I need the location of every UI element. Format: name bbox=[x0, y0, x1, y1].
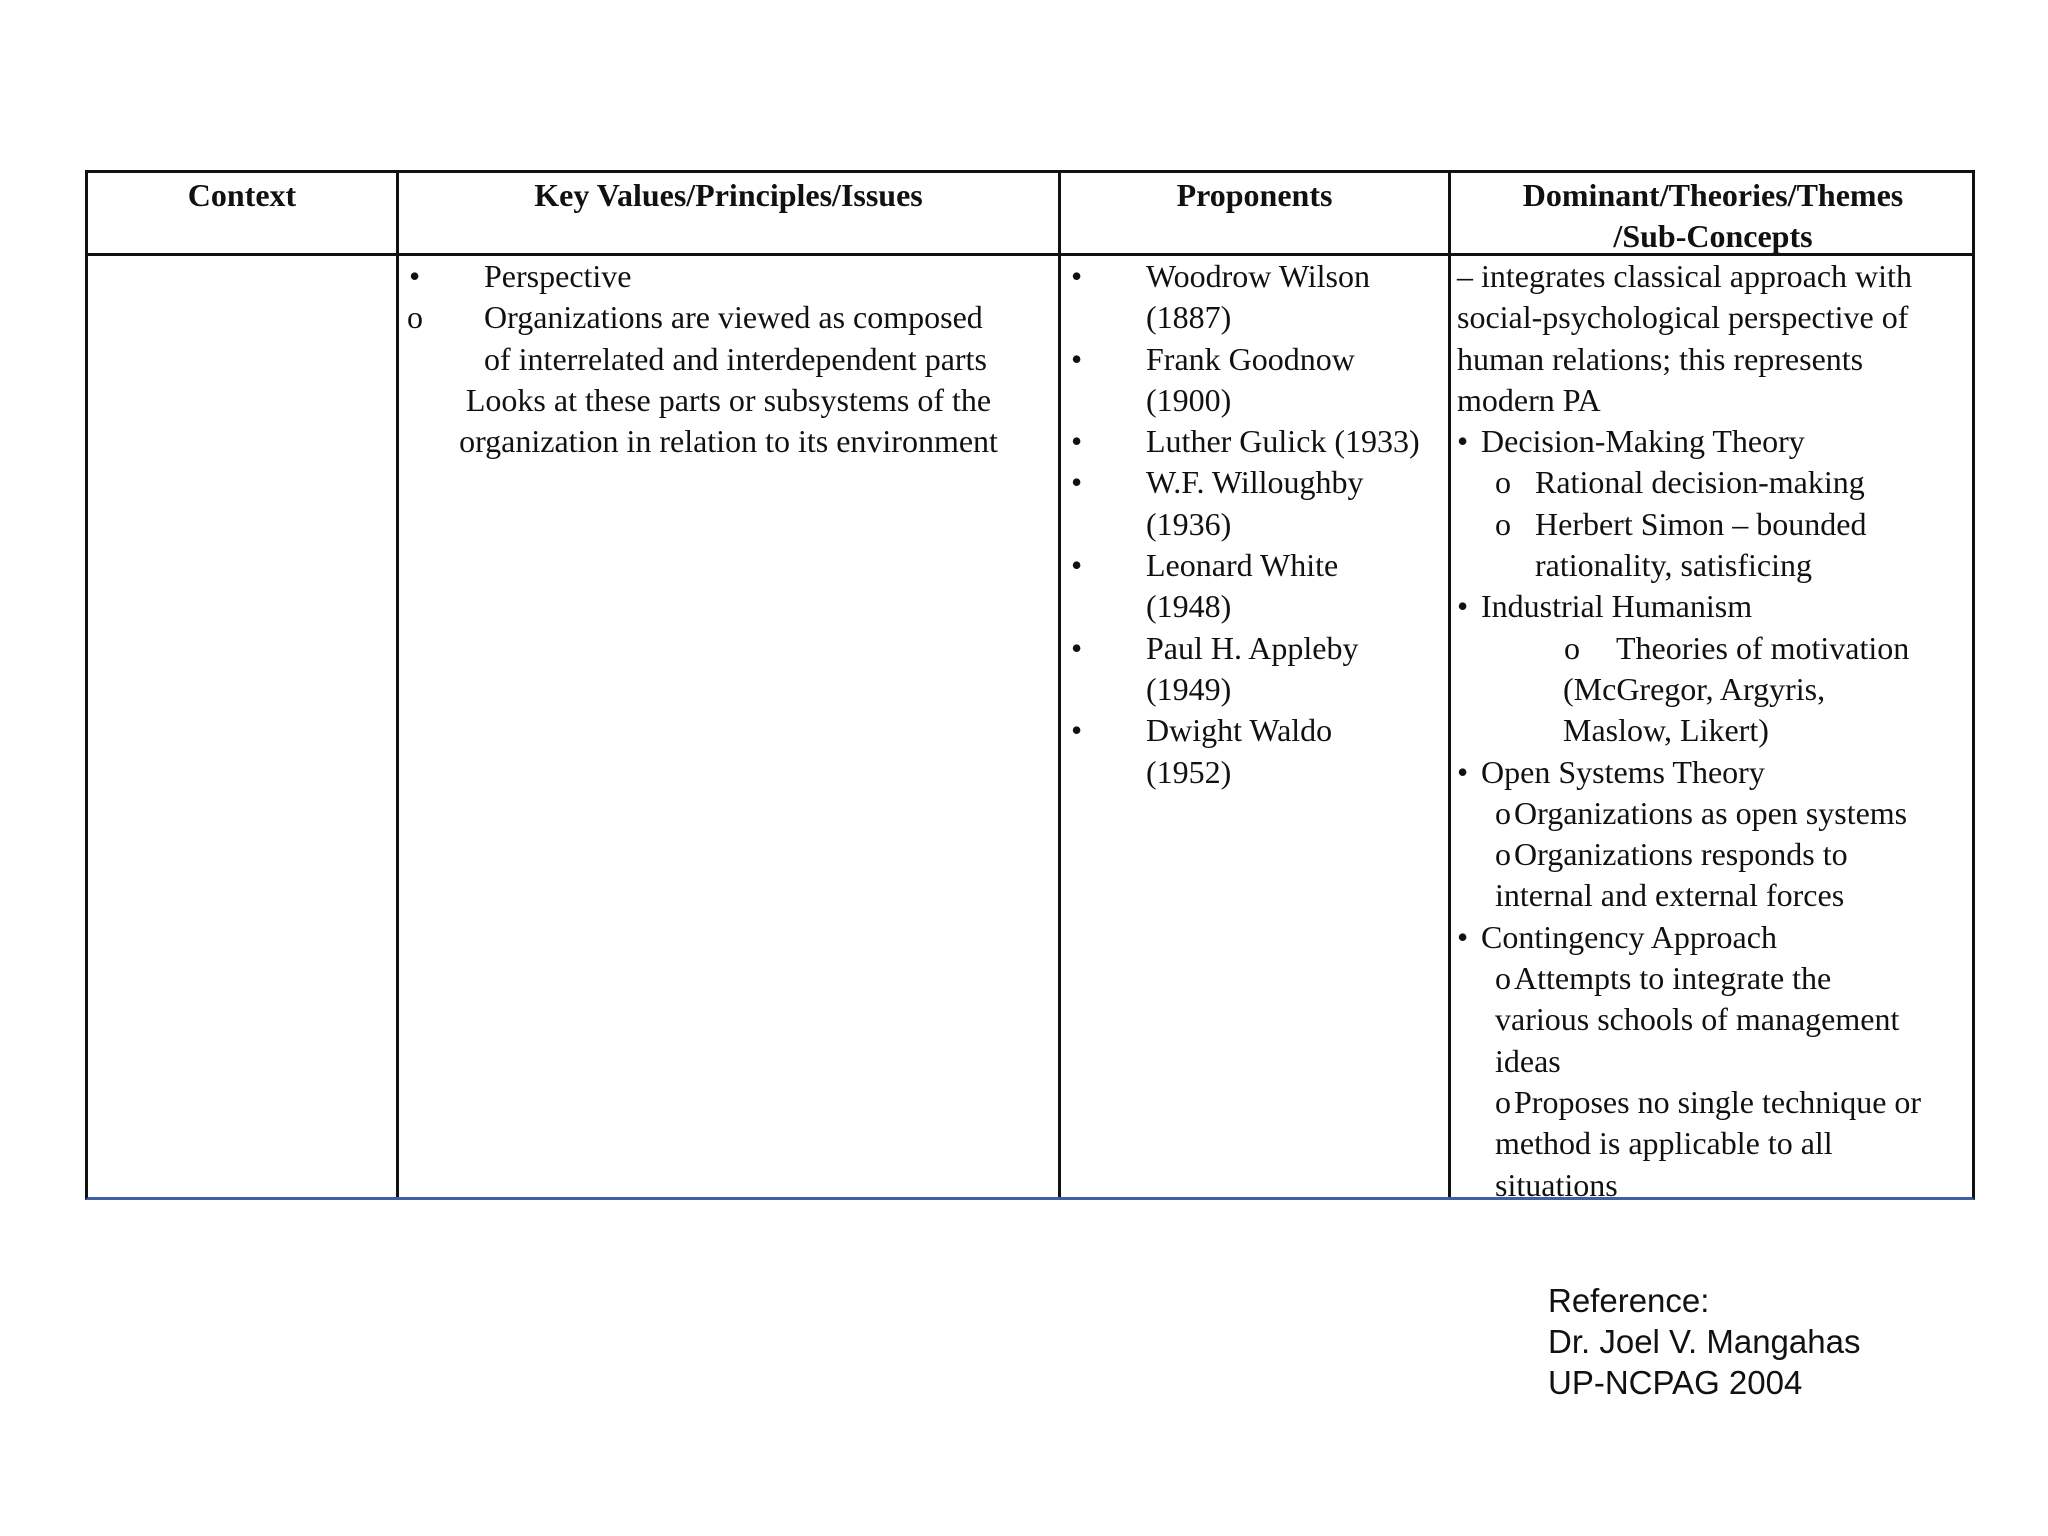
bullet-icon: • bbox=[1071, 340, 1083, 377]
sub-concept: Proposes no single technique or bbox=[1514, 1083, 1922, 1120]
proponent-item bbox=[1061, 710, 1448, 751]
sub-concept: Theories of motivation bbox=[1616, 629, 1910, 666]
theory-decision-making: Decision-Making Theory bbox=[1481, 423, 1805, 460]
proponent-year: (1887) bbox=[1146, 299, 1232, 336]
circle-bullet-icon: o bbox=[407, 299, 423, 336]
dominant-intro-line: modern PA bbox=[1457, 381, 1601, 418]
sub-concept: (McGregor, Argyris, bbox=[1563, 670, 1826, 707]
reference-author: Dr. Joel V. Mangahas bbox=[1548, 1323, 1861, 1360]
proponent-year: (1952) bbox=[1146, 753, 1232, 790]
bullet-icon: • bbox=[1071, 423, 1083, 460]
sub-concept: ideas bbox=[1495, 1042, 1561, 1079]
header-proponents bbox=[1061, 173, 1448, 255]
circle-bullet-icon: o bbox=[1495, 1083, 1511, 1120]
header-dominant-line1: Dominant/Theories/Themes bbox=[1522, 177, 1904, 213]
bullet-icon: • bbox=[1071, 258, 1083, 294]
theories-table bbox=[85, 170, 1975, 1203]
proponent-item bbox=[1061, 462, 1448, 503]
bullet-icon: • bbox=[1457, 423, 1469, 460]
theory-open-systems: Open Systems Theory bbox=[1481, 753, 1765, 790]
sub-concept: method is applicable to all bbox=[1495, 1125, 1833, 1162]
circle-bullet-icon: o bbox=[1495, 836, 1511, 873]
proponent-name: Dwight Waldo bbox=[1146, 712, 1333, 749]
bullet-icon: • bbox=[409, 258, 421, 294]
context-cell bbox=[88, 256, 396, 1197]
header-dominant bbox=[1451, 173, 1975, 255]
key-values-cell bbox=[399, 256, 1058, 1197]
header-context-label: Context bbox=[187, 177, 297, 213]
proponent-year: (1900) bbox=[1146, 381, 1232, 418]
circle-bullet-icon: o bbox=[1495, 794, 1511, 831]
proponent-year: (1949) bbox=[1146, 670, 1232, 707]
reference-block bbox=[1548, 1280, 1860, 1403]
proponent-item bbox=[1061, 628, 1448, 669]
proponent-name: Woodrow Wilson bbox=[1146, 258, 1370, 294]
key-value-line: of interrelated and interdependent parts bbox=[484, 340, 987, 377]
reference-source: UP-NCPAG 2004 bbox=[1548, 1364, 1803, 1401]
sub-concept: situations bbox=[1495, 1166, 1618, 1203]
header-key-values-label: Key Values/Principles/Issues bbox=[534, 177, 923, 213]
bullet-icon: • bbox=[1071, 629, 1083, 666]
dominant-intro-line: human relations; this represents bbox=[1457, 340, 1864, 377]
key-value-line: Looks at these parts or subsystems of the bbox=[465, 381, 992, 418]
proponent-item bbox=[1061, 339, 1448, 380]
key-value-perspective: Perspective bbox=[484, 258, 632, 294]
reference-label: Reference: bbox=[1548, 1282, 1710, 1319]
dominant-intro-line: social-psychological perspective of bbox=[1457, 299, 1909, 336]
circle-bullet-icon: o bbox=[1495, 464, 1511, 501]
bullet-icon: • bbox=[1071, 712, 1083, 749]
bullet-icon: • bbox=[1071, 547, 1083, 584]
proponent-name: Frank Goodnow bbox=[1146, 340, 1355, 377]
circle-bullet-icon: o bbox=[1495, 960, 1511, 997]
proponent-name: W.F. Willoughby bbox=[1146, 464, 1364, 501]
header-context bbox=[88, 173, 396, 255]
key-value-line: organization in relation to its environment bbox=[459, 423, 998, 460]
circle-bullet-icon: o bbox=[1564, 629, 1580, 666]
sub-concept: Herbert Simon – bounded bbox=[1535, 505, 1867, 542]
dominant-intro-line: – integrates classical approach with bbox=[1457, 258, 1912, 294]
header-key-values bbox=[399, 173, 1058, 255]
theory-contingency: Contingency Approach bbox=[1481, 918, 1777, 955]
proponent-year: (1948) bbox=[1146, 588, 1232, 625]
bullet-icon: • bbox=[1071, 464, 1083, 501]
proponent-name: Leonard White bbox=[1146, 547, 1339, 584]
dominant-cell bbox=[1451, 256, 1975, 1203]
theory-industrial-humanism: Industrial Humanism bbox=[1481, 588, 1753, 625]
proponent-item bbox=[1061, 545, 1448, 586]
header-proponents-label: Proponents bbox=[1176, 177, 1333, 213]
sub-concept: Maslow, Likert) bbox=[1563, 712, 1769, 749]
bullet-icon: • bbox=[1457, 918, 1469, 955]
key-value-line: Organizations are viewed as composed bbox=[484, 299, 983, 336]
sub-concept: Organizations responds to bbox=[1514, 836, 1848, 873]
proponent-name: Luther Gulick (1933) bbox=[1146, 423, 1420, 460]
sub-concept: rationality, satisficing bbox=[1535, 547, 1812, 584]
sub-concept: Attempts to integrate the bbox=[1514, 960, 1832, 997]
circle-bullet-icon: o bbox=[1495, 505, 1511, 542]
proponent-year: (1936) bbox=[1146, 505, 1232, 542]
header-dominant-line2: /Sub-Concepts bbox=[1613, 218, 1813, 254]
proponent-item bbox=[1061, 421, 1448, 462]
sub-concept: various schools of management bbox=[1495, 1001, 1900, 1038]
proponents-cell bbox=[1061, 256, 1448, 1197]
sub-concept: Rational decision-making bbox=[1535, 464, 1865, 501]
proponent-name: Paul H. Appleby bbox=[1146, 629, 1359, 666]
sub-concept: Organizations as open systems bbox=[1514, 794, 1908, 831]
bullet-icon: • bbox=[1457, 588, 1469, 625]
bullet-icon: • bbox=[1457, 753, 1469, 790]
proponent-item bbox=[1061, 256, 1448, 297]
sub-concept: internal and external forces bbox=[1495, 877, 1845, 914]
